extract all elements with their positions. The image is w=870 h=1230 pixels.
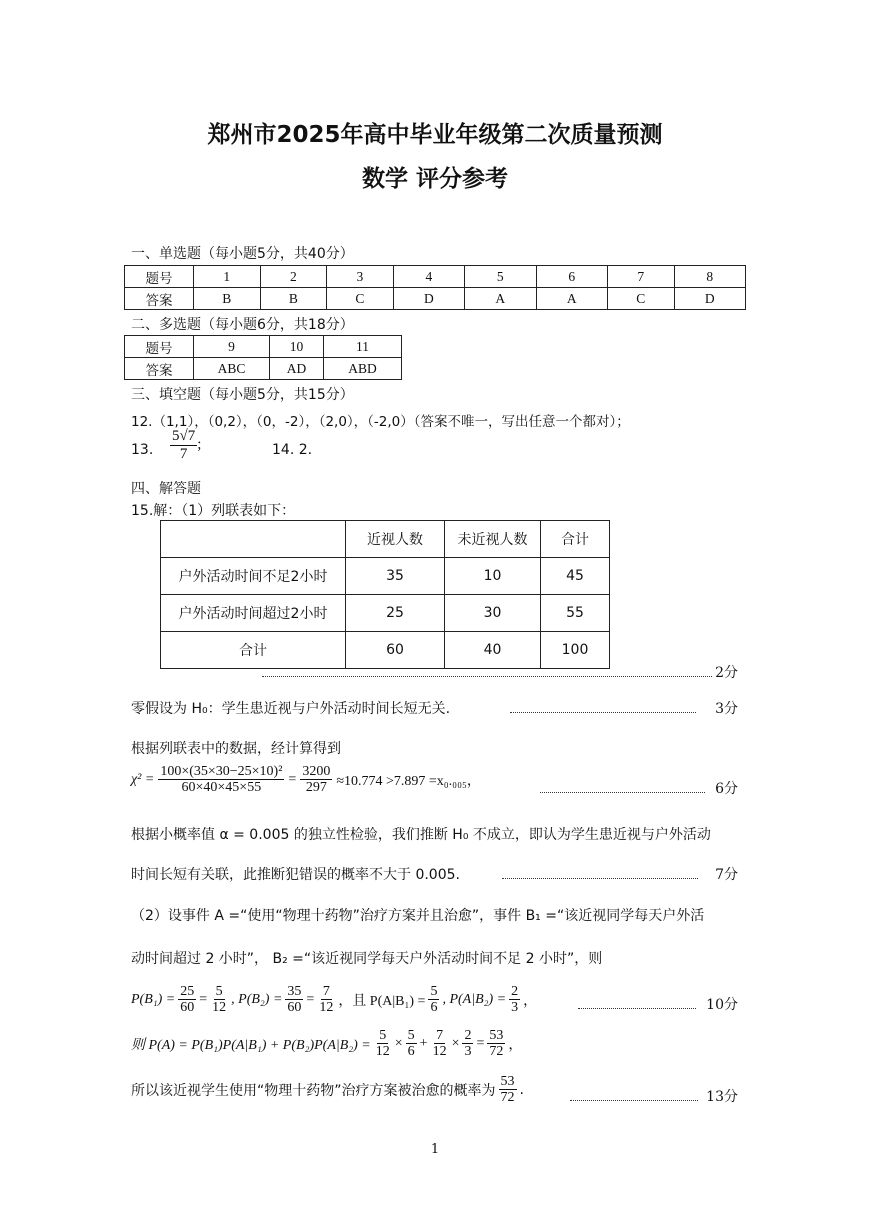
answer-13: $\frac{5√7}{7}$ ; [172,428,202,462]
answer-cell: D [393,288,464,310]
question-number: 7 [607,266,674,288]
table-row [125,358,402,380]
row-label: 题号 [125,266,194,288]
table-cell: 25 [346,595,445,632]
table-row [161,521,610,558]
table-row [125,336,402,358]
question-number: 4 [393,266,464,288]
table-header: 近视人数 [346,521,445,558]
fraction: $\frac{2}{3}$ [464,1028,472,1060]
single-choice-table [124,265,746,310]
section-fill-blank: 三、填空题（每小题5分，共15分） [131,387,354,403]
fraction: $\frac{7}{12}$ [319,984,334,1016]
table-cell: 30 [445,595,541,632]
question-number: 1 [194,266,261,288]
section-solutions: 四、解答题 [131,481,201,497]
conclusion-line-1: 根据小概率值 α = 0.005 的独立性检验，我们推断 H₀ 不成立，即认为学生患近视与户外活动 [131,827,711,843]
question-number: 2 [260,266,327,288]
row-label: 题号 [125,336,194,358]
section-multi-choice: 二、多选题（每小题6分，共18分） [131,317,354,333]
table-cell: 55 [541,595,610,632]
table-cell: 35 [346,558,445,595]
table-row [161,595,610,632]
q15-intro: 15.解：（1）列联表如下： [131,503,296,519]
part2-line-1: （2）设事件 A =“使用“物理十药物”治疗方案并且治愈”，事件 B₁ =“该近视同学每天户外活 [131,908,705,924]
score-7: 7分 [715,867,738,883]
fraction: $\frac{5}{6}$ [407,1028,415,1060]
answer-cell: C [607,288,674,310]
table-cell: 40 [445,632,541,669]
dot-leader [540,778,705,797]
score-2: 2分 [715,665,738,681]
chi-square-formula: χ² = $\frac{\text{100×(35×30−25×10)²}}{60\times 40\times 45\times 55}$ = $\frac{3200}{297}$ ≈10.774 >7.897 =x₀.₀₀₅， [131,764,481,796]
fraction: $\frac{5√7}{7}$ [172,428,196,462]
row-label: 答案 [125,288,194,310]
fraction: $\frac{35}{60}$ [287,984,302,1016]
score-6: 6分 [715,781,738,797]
page-title: 郑州市2025年高中毕业年级第二次质量预测 [207,122,663,148]
question-number: 5 [465,266,536,288]
section-single-choice: 一、单选题（每小题5分，共40分） [131,246,354,262]
question-number: 11 [324,336,402,358]
calc-intro: 根据列联表中的数据，经计算得到 [131,741,341,757]
table-cell: 户外活动时间不足2小时 [161,558,346,595]
table-row [125,266,746,288]
question-number: 10 [269,336,323,358]
dot-leader [502,864,698,883]
answer-cell: B [194,288,261,310]
multi-choice-table [124,335,402,380]
question-number: 3 [327,266,394,288]
fraction: $\frac{5}{12}$ [212,984,227,1016]
answer-cell: B [260,288,327,310]
question-number: 6 [536,266,607,288]
table-row [125,288,746,310]
fraction: $\frac{5}{6}$ [430,984,438,1016]
dot-leader [510,698,696,717]
fraction: $\frac{\text{100×(35×30−25×10)²}}{60\times 40\times 45\times 55}$ [160,764,283,796]
answer-cell: D [674,288,746,310]
fraction: $\frac{53}{72}$ [500,1074,515,1106]
page-number: 1 [430,1142,440,1157]
page-subtitle: 数学 评分参考 [361,166,508,192]
table-cell: 10 [445,558,541,595]
table-cell: 合计 [161,632,346,669]
fraction: $\frac{3200}{297}$ [302,764,331,796]
table-header: 合计 [541,521,610,558]
dot-leader [262,662,712,681]
score-10: 10分 [706,997,738,1013]
table-row [161,558,610,595]
answer-14: 14. 2. [272,442,313,458]
table-cell: 100 [541,632,610,669]
null-hypothesis: 零假设为 H₀：学生患近视与户外活动时间长短无关. [131,701,451,717]
dot-leader [570,1086,698,1105]
conclusion-line-2: 时间长短有关联，此推断犯错误的概率不大于 0.005. [131,867,460,883]
contingency-table [160,520,610,669]
row-label: 答案 [125,358,194,380]
dot-leader [578,994,696,1013]
answer-cell: A [536,288,607,310]
answer-cell: AD [269,358,323,380]
answer-cell: ABC [194,358,270,380]
table-cell: 45 [541,558,610,595]
answer-cell: A [465,288,536,310]
answer-cell: C [327,288,394,310]
part2-line-2: 动时间超过 2 小时”， B₂ =“该近视同学每天户外活动时间不足 2 小时”，则 [131,951,603,967]
fraction: $\frac{7}{12}$ [432,1028,447,1060]
score-13: 13分 [706,1089,738,1105]
table-cell: 户外活动时间超过2小时 [161,595,346,632]
fraction: $\frac{25}{60}$ [180,984,195,1016]
fraction: $\frac{2}{3}$ [511,984,519,1016]
fraction: $\frac{5}{12}$ [375,1028,390,1060]
question-number: 9 [194,336,270,358]
answer-13-label: 13. [131,442,154,458]
answer-cell: ABD [324,358,402,380]
table-header [161,521,346,558]
table-cell: 60 [346,632,445,669]
probability-line: P(B₁) = $\frac{25}{60}$ = $\frac{5}{12}$ , P(B₂) = $\frac{35}{60}$ = $\frac{7}{12}$ ，且 P(A|B₁) = $\frac{5}{6}$ , P(A|B₂) = $\frac{2}{3}$ ， [131,984,538,1016]
final-answer: 所以该近视学生使用“物理十药物”治疗方案被治愈的概率为 $\frac{53}{72}$ . [131,1074,524,1106]
table-header: 未近视人数 [445,521,541,558]
fraction: $\frac{53}{72}$ [489,1028,504,1060]
score-3: 3分 [715,701,738,717]
answer-12: 12.（1,1），（0,2），（0，-2），（2,0），（-2,0）（答案不唯一，写出任意一个都对）； [131,414,630,430]
total-probability: 则 P(A) = P(B₁)P(A|B₁) + P(B₂)P(A|B₂) = $\frac{5}{12}$ × $\frac{5}{6}$ + $\frac{7}{12}$ × $\frac{2}{3}$ = $\frac{53}{72}$ ， [131,1028,523,1060]
question-number: 8 [674,266,746,288]
